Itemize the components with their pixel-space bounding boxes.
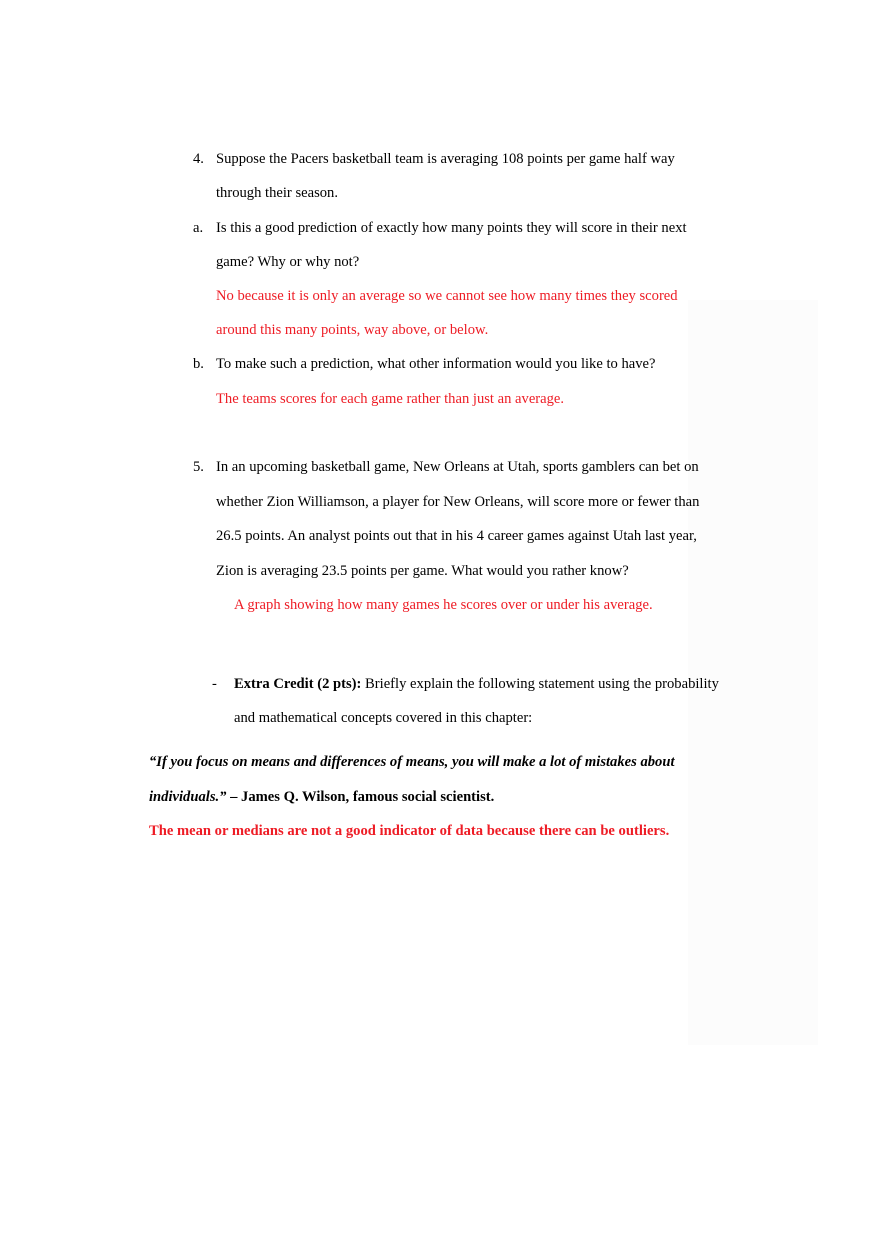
quote-line2-text: individuals.” — [149, 789, 227, 805]
quote-attribution: – James Q. Wilson, famous social scientist. — [226, 789, 495, 805]
q4-number: 4. — [193, 151, 204, 167]
quote-line1: “If you focus on means and differences of means, you will make a lot of mistakes about — [149, 754, 675, 770]
q5-text-line2: whether Zion Williamson, a player for New Orleans, will score more or fewer than — [216, 494, 700, 510]
q5-text-line3: 26.5 points. An analyst points out that in his 4 career games against Utah last year, — [216, 528, 697, 544]
extra-text-line2: and mathematical concepts covered in this chapter: — [234, 710, 533, 726]
q4a-text-line2: game? Why or why not? — [216, 254, 360, 270]
q5-number: 5. — [193, 459, 204, 475]
extra-label: Extra Credit (2 pts): — [234, 676, 362, 692]
q4-text-line1: Suppose the Pacers basketball team is averaging 108 points per game half way — [216, 151, 675, 167]
extra-bullet: - — [212, 676, 217, 692]
q5-answer: A graph showing how many games he scores over or under his average. — [234, 597, 653, 613]
q4a-answer-line2: around this many points, way above, or below. — [216, 322, 489, 338]
extra-line1 — [234, 675, 719, 693]
quote-line2 — [149, 788, 494, 806]
extra-answer: The mean or medians are not a good indicator of data because there can be outliers. — [149, 823, 670, 839]
q4b-text-line1: To make such a prediction, what other information would you like to have? — [216, 356, 656, 372]
q5-text-line1: In an upcoming basketball game, New Orleans at Utah, sports gamblers can bet on — [216, 459, 699, 475]
q4b-answer: The teams scores for each game rather than just an average. — [216, 391, 565, 407]
q4a-answer-line1: No because it is only an average so we cannot see how many times they scored — [216, 288, 678, 304]
extra-text-line1: Briefly explain the following statement using the probability — [361, 676, 719, 692]
scan-shading — [688, 300, 818, 1045]
q4a-label: a. — [193, 220, 204, 236]
q5-text-line4: Zion is averaging 23.5 points per game. What would you rather know? — [216, 563, 629, 579]
q4a-text-line1: Is this a good prediction of exactly how many points they will score in their next — [216, 220, 687, 236]
q4b-label: b. — [193, 356, 204, 372]
q4-text-line2: through their season. — [216, 185, 338, 201]
